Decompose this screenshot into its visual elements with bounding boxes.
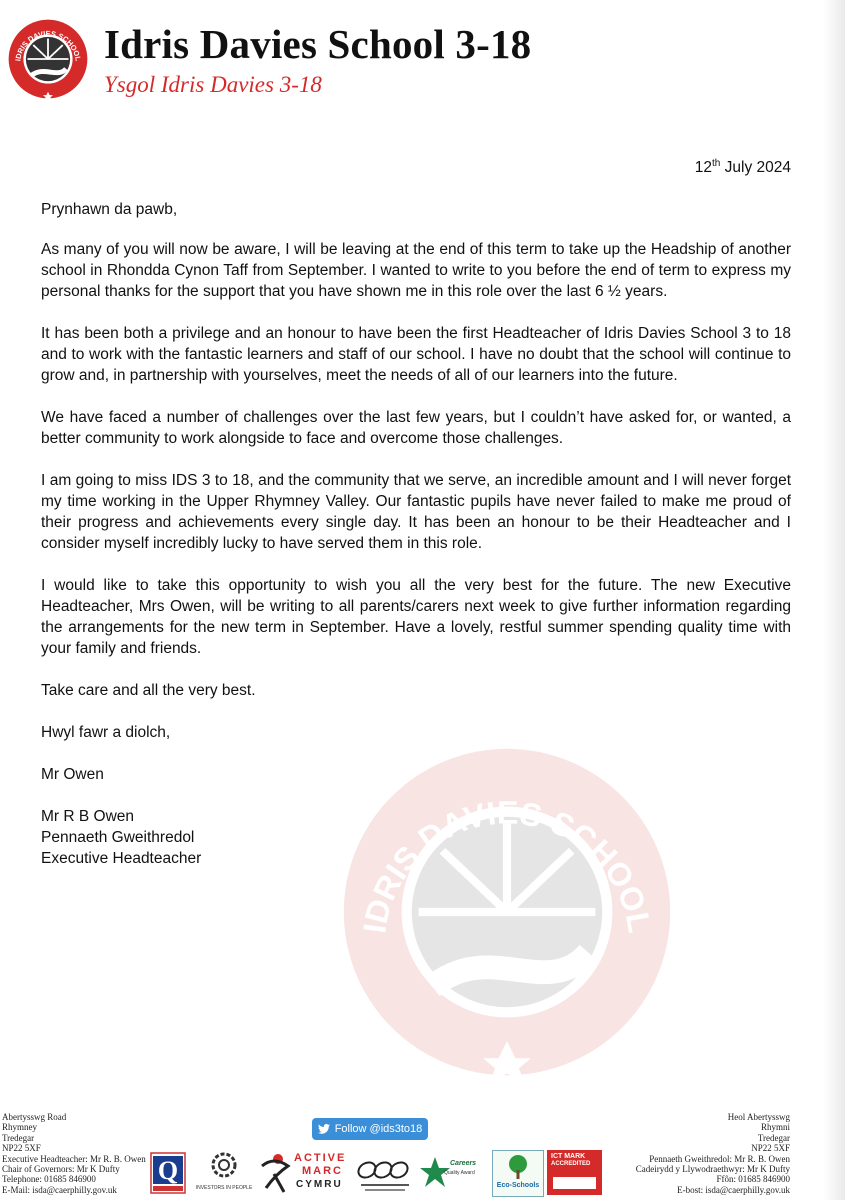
greeting: Prynhawn da pawb, <box>41 201 178 218</box>
footer-line: Ffôn: 01685 846900 <box>716 1174 790 1185</box>
page-edge <box>823 0 845 1200</box>
footer-line: Rhymney <box>2 1122 37 1133</box>
footer-line: Chair of Governors: Mr K Dufty <box>2 1164 120 1175</box>
footer-address-welsh <box>636 1112 790 1195</box>
footer-line: Tredegar <box>2 1132 35 1143</box>
investors-in-people-badge <box>194 1150 254 1195</box>
footer-line: Pennaeth Gweithredol: Mr R. B. Owen <box>649 1153 790 1164</box>
cymru-label: CYMRU <box>296 1179 343 1190</box>
active-figure-icon <box>258 1152 292 1195</box>
footer-line: NP22 5XF <box>751 1143 790 1154</box>
school-logo <box>7 18 89 100</box>
ict-mark-label: ICT MARK <box>551 1153 586 1160</box>
letter-date: 12th July 2024 <box>694 158 791 177</box>
iip-label: INVESTORS IN PEOPLE <box>195 1185 253 1191</box>
footer-address-english <box>2 1112 146 1195</box>
footer-line: Tredegar <box>757 1132 790 1143</box>
twitter-follow-button[interactable] <box>312 1118 428 1140</box>
quality-award-label: Quality Award <box>444 1170 475 1176</box>
ict-accredited-label: ACCREDITED <box>551 1161 591 1167</box>
footer-line: E-bost: isda@caerphilly.gov.uk <box>677 1184 790 1195</box>
marc-label: MARC <box>302 1165 343 1177</box>
signatory-name: Mr R B Owen <box>41 808 135 825</box>
paragraph-3: We have faced a number of challenges over the last few years, but I couldn’t have asked for, or wanted, a better community to work alongside to face and overcome those challenges. <box>41 409 791 447</box>
paragraph-5: I would like to take this opportunity to wish you all the very best for the future. The new Executive Headteacher, Mrs Owen, will be writing to all parents/carers next week to give further information regarding the arrangements for the new term in September. Have a lovely, restful summer spending quality time with your family and friends. <box>41 577 791 657</box>
twitter-bird-icon <box>318 1124 330 1134</box>
logo-text: IDRIS DAVIES SCHOOL <box>13 29 83 62</box>
footer-line: Executive Headteacher: Mr R. B. Owen <box>2 1153 146 1164</box>
ict-white-panel <box>553 1177 596 1189</box>
school-title: Idris Davies School 3-18 <box>104 21 532 67</box>
active-label: ACTIVE <box>294 1152 347 1164</box>
active-marc-badge <box>258 1152 352 1195</box>
sign-off: Hwyl fawr a diolch, <box>41 724 171 741</box>
follow-label: Follow @ids3to18 <box>334 1123 423 1135</box>
accreditation-badges <box>150 1150 602 1195</box>
signature: Mr Owen <box>41 766 104 783</box>
footer-line: Telephone: 01685 846900 <box>2 1174 96 1185</box>
tree-icon <box>506 1154 530 1180</box>
footer-line: Heol Abertysswg <box>727 1112 790 1122</box>
paragraph-2: It has been both a privilege and an honour to have been the first Headteacher of Idris Davies School 3 to 18 and to work with the fantastic learners and staff of our school. I have no doubt that the school will continue to grow and, in partnership with yourselves, meet the needs of all of our learners into the future. <box>41 325 791 384</box>
school-subtitle: Ysgol Idris Davies 3-18 <box>104 72 322 97</box>
footer-line: E-Mail: isda@caerphilly.gov.uk <box>2 1184 117 1195</box>
svg-text:Q: Q <box>157 1156 179 1185</box>
footer-line: NP22 5XF <box>2 1143 41 1154</box>
eco-schools-badge <box>492 1150 544 1197</box>
healthy-schools-badge <box>355 1150 415 1195</box>
signatory-role-english: Executive Headteacher <box>41 850 202 867</box>
quality-mark-badge <box>150 1150 186 1195</box>
careers-label: Careers <box>450 1160 477 1167</box>
signatory-role-welsh: Pennaeth Gweithredol <box>41 829 195 846</box>
footer-line: Abertysswg Road <box>2 1112 67 1122</box>
paragraph-4: I am going to miss IDS 3 to 18, and the community that we serve, an incredible amount and I will never forget my time working in the Upper Rhymney Valley. Our fantastic pupils have never failed to make me proud of their progress and achievements every single day. It has been an honour to be their Headteacher and I consider myself incredibly lucky to have served them in this role. <box>41 472 791 552</box>
paragraph-1: As many of you will now be aware, I will be leaving at the end of this term to take up the Headship of another school in Rhondda Cynon Taff from September. I wanted to write to you before the end of term to express my personal thanks for the support that you have shown me in this role over the last 6 ½ years. <box>41 241 791 300</box>
ict-mark-badge <box>547 1150 602 1195</box>
careers-quality-award-badge <box>420 1150 490 1195</box>
letter-body <box>41 199 791 869</box>
watermark-text: IDRIS DAVIES SCHOOL <box>356 794 658 936</box>
footer-line: Cadeirydd y Llywodraethwyr: Mr K Dufty <box>635 1164 790 1175</box>
signatory-block <box>41 806 791 869</box>
eco-label: Eco-Schools <box>496 1182 540 1189</box>
closing-line: Take care and all the very best. <box>41 682 256 699</box>
laurel-icon <box>194 1150 254 1180</box>
footer-line: Rhymni <box>760 1122 790 1133</box>
